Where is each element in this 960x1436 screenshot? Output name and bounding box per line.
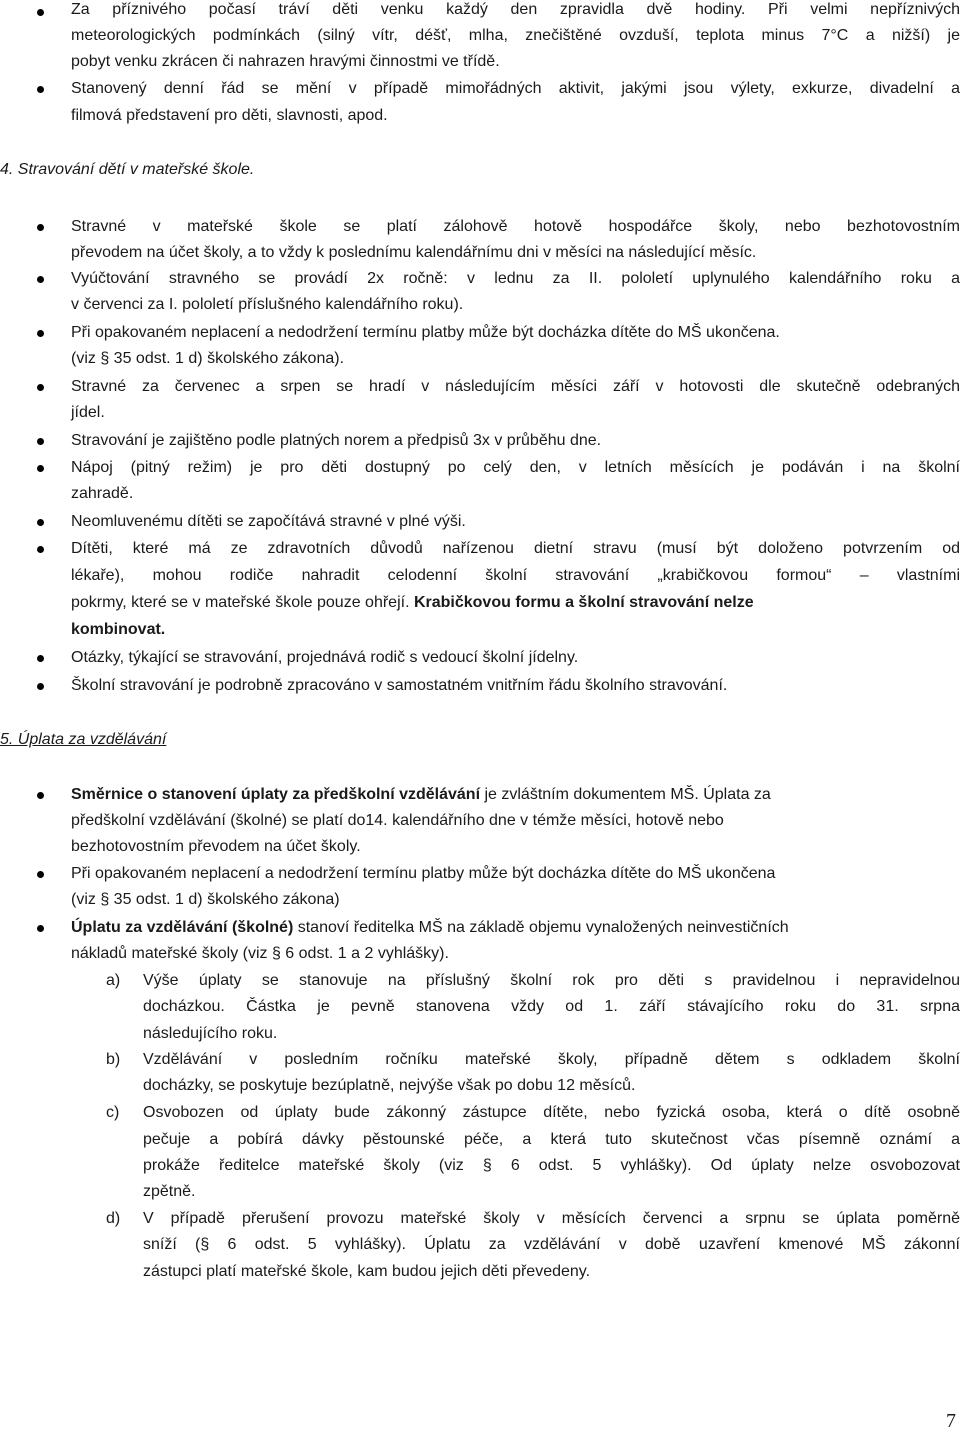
bullet <box>37 519 44 526</box>
text-line: Dítěti, které má ze zdravotních důvodů nařízenou dietní stravu (musí být doloženo potvrzením od <box>71 540 960 557</box>
text-line: V případě přerušení provozu mateřské školy v měsících červenci a srpnu se úplata poměrně <box>143 1210 960 1227</box>
text-line: filmová představení pro děti, slavnosti, apod. <box>71 107 388 124</box>
bullet <box>37 683 44 690</box>
bullet <box>37 224 44 231</box>
text-line <box>71 918 789 938</box>
text-line <box>71 593 960 613</box>
list-label: d) <box>106 1210 121 1227</box>
bullet <box>37 276 44 283</box>
bullet <box>37 465 44 472</box>
text-line: zpětně. <box>143 1183 196 1200</box>
text-span: stanoví ředitelka MŠ na základě objemu vynaložených neinvestičních <box>293 919 789 936</box>
text-span: je zvláštním dokumentem MŠ. Úplata za <box>480 786 771 803</box>
text-line: Nápoj (pitný režim) je pro děti dostupný po celý den, v letních měsících je podáván i na školní <box>71 459 960 476</box>
text-line: pobyt venku zkrácen či nahrazen hravými činnostmi ve třídě. <box>71 53 500 70</box>
bullet <box>37 546 44 553</box>
text-line: (viz § 35 odst. 1 d) školského zákona). <box>71 350 345 367</box>
bullet <box>37 384 44 391</box>
bullet <box>37 86 44 93</box>
text-line: Při opakovaném neplacení a nedodržení termínu platby může být docházka dítěte do MŠ ukončena <box>71 865 776 882</box>
text-line: Stanovený denní řád se mění v případě mimořádných aktivit, jakými jsou výlety, exkurze, divadelní a <box>71 80 960 97</box>
bold-text: Krabičkovou formu a školní stravování nelze <box>413 594 754 611</box>
text-line: sníží (§ 6 odst. 5 vyhlášky). Úplatu za vzdělávání v době uzavření kmenové MŠ zákonní <box>143 1236 960 1253</box>
text-line: Výše úplaty se stanovuje na příslušný školní rok pro děti s pravidelnou i nepravidelnou <box>143 972 960 989</box>
page-number: 7 <box>946 1410 956 1432</box>
text-line: meteorologických podmínkách (silný vítr, déšť, mlha, znečištěné ovzduší, teplota minus 7°C a nižší) je <box>71 27 960 44</box>
text-line: Stravování je zajištěno podle platných norem a předpisů 3x v průběhu dne. <box>71 432 602 449</box>
section-heading-5: 5. Úplata za vzdělávání <box>0 731 167 748</box>
text-line: Vzdělávání v posledním ročníku mateřské školy, případně dětem s odkladem školní <box>143 1051 960 1068</box>
text-line: prokáže ředitelce mateřské školy (viz § 6 odst. 5 vyhlášky). Od úplaty nelze osvobozovat <box>143 1157 960 1174</box>
text-line: jídel. <box>71 404 105 421</box>
text-line: pečuje a pobírá dávky pěstounské péče, a která tuto skutečnost včas písemně oznámí a <box>143 1131 960 1148</box>
text-line: Vyúčtování stravného se provádí 2x ročně: v lednu za II. pololetí uplynulého kalendářního roku a <box>71 270 960 287</box>
list-label: c) <box>106 1104 120 1121</box>
text-line: Školní stravování je podrobně zpracováno v samostatném vnitřním řádu školního stravování. <box>71 677 728 694</box>
text-line: bezhotovostním převodem na účet školy. <box>71 838 361 855</box>
text-line: Otázky, týkající se stravování, projednává rodič s vedoucí školní jídelny. <box>71 649 579 666</box>
bullet <box>37 925 44 932</box>
bullet <box>37 9 44 16</box>
section-heading-4: 4. Stravování dětí v mateřské škole. <box>0 161 255 178</box>
text-line: Stravné v mateřské škole se platí zálohově hotově hospodářce školy, nebo bezhotovostním <box>71 218 960 235</box>
bullet <box>37 330 44 337</box>
text-line: Osvobozen od úplaty bude zákonný zástupce dítěte, nebo fyzická osoba, která o dítě osobně <box>143 1104 960 1121</box>
bullet <box>37 438 44 445</box>
text-line: Při opakovaném neplacení a nedodržení termínu platby může být docházka dítěte do MŠ ukončena. <box>71 324 780 341</box>
bold-text: Úplatu za vzdělávání (školné) <box>71 919 294 936</box>
text-line: docházkou. Částka je pevně stanovena vždy od 1. září stávajícího roku do 31. srpna <box>143 998 960 1015</box>
text-line: v červenci za I. pololetí příslušného kalendářního roku). <box>71 296 464 313</box>
text-line: kombinovat. <box>71 621 166 638</box>
text-line: nákladů mateřské školy (viz § 6 odst. 1 a 2 vyhlášky). <box>71 945 449 962</box>
text-line: Neomluvenému dítěti se započítává stravné v plné výši. <box>71 513 466 530</box>
list-label: b) <box>106 1051 121 1068</box>
text-line: zástupci platí mateřské škole, kam budou jejich děti převedeny. <box>143 1263 591 1280</box>
text-line <box>71 785 771 805</box>
list-label: a) <box>106 972 121 989</box>
text-line: zahradě. <box>71 485 134 502</box>
text-line: předškolní vzdělávání (školné) se platí do14. kalendářního dne v témže měsíci, hotově nebo <box>71 812 724 829</box>
text-line: Za příznivého počasí tráví děti venku každý den zpravidla dvě hodiny. Při velmi nepříznivých <box>71 1 960 18</box>
bullet <box>37 792 44 799</box>
text-line: převodem na účet školy, a to vždy k poslednímu kalendářnímu dni v měsíci na následující měsíc. <box>71 244 757 261</box>
text-line: (viz § 35 odst. 1 d) školského zákona) <box>71 891 340 908</box>
text-line: následujícího roku. <box>143 1025 278 1042</box>
bullet <box>37 655 44 662</box>
text-span: pokrmy, které se v mateřské škole pouze ohřejí. <box>71 594 414 611</box>
text-line: lékaře), mohou rodiče nahradit celodenní školní stravování „krabičkovou formou“ – vlastními <box>71 567 960 584</box>
text-line: docházky, se poskytuje bezúplatně, nejvýše však po dobu 12 měsíců. <box>143 1077 636 1094</box>
bullet <box>37 871 44 878</box>
bold-text: Směrnice o stanovení úplaty za předškolní vzdělávání <box>71 786 481 803</box>
text-line: Stravné za červenec a srpen se hradí v následujícím měsíci září v hotovosti dle skutečně odebraných <box>71 378 960 395</box>
